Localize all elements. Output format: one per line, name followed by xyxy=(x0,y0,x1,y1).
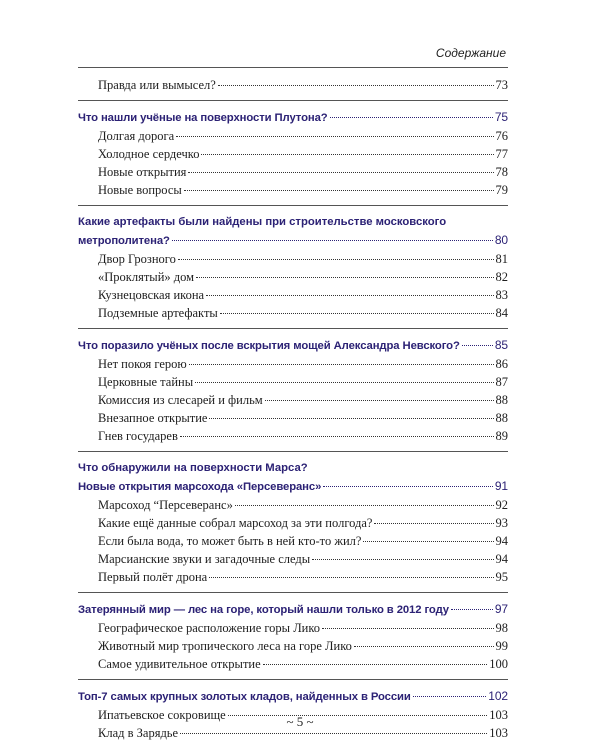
entry-title: Если была вода, то может быть в ней кто-то жил? xyxy=(98,534,362,548)
entry-page: 77 xyxy=(495,147,508,161)
entry-title: «Проклятый» дом xyxy=(98,270,195,284)
entry-title: Первый полёт дрона xyxy=(98,570,208,584)
entry-page: 94 xyxy=(495,534,508,548)
chapter-title: Что поразило учёных после вскрытия мощей Александра Невского? xyxy=(78,340,460,352)
section-divider xyxy=(78,592,508,593)
dot-leader xyxy=(196,277,493,278)
entry-title: Новые вопросы xyxy=(98,183,182,197)
page-number: ~ 5 ~ xyxy=(286,714,314,729)
dot-leader xyxy=(312,559,493,560)
chapter-page: 80 xyxy=(494,233,508,247)
entry-title: Долгая дорога xyxy=(98,129,175,143)
dot-leader xyxy=(263,664,488,665)
chapter-page: 85 xyxy=(494,338,508,352)
chapter-entry[interactable] xyxy=(78,600,508,619)
chapter-entry[interactable] xyxy=(78,336,508,355)
dot-leader xyxy=(189,364,494,365)
dot-leader xyxy=(178,259,494,260)
toc-entry[interactable] xyxy=(78,655,508,673)
toc-entry[interactable] xyxy=(78,373,508,391)
toc-entry[interactable] xyxy=(78,268,508,286)
entry-page: 88 xyxy=(495,393,508,407)
dot-leader xyxy=(180,436,494,437)
entry-page: 87 xyxy=(495,375,508,389)
section-divider xyxy=(78,451,508,452)
dot-leader xyxy=(209,418,493,419)
section-divider xyxy=(78,328,508,329)
table-of-contents xyxy=(78,76,508,742)
dot-leader xyxy=(235,505,494,506)
entry-title: Самое удивительное открытие xyxy=(98,657,261,671)
toc-entry[interactable] xyxy=(78,619,508,637)
entry-page: 103 xyxy=(489,726,508,740)
entry-page: 88 xyxy=(495,411,508,425)
toc-entry[interactable] xyxy=(78,250,508,268)
entry-title: Подземные артефакты xyxy=(98,306,218,320)
dot-leader xyxy=(265,400,494,401)
section-divider xyxy=(78,205,508,206)
entry-title: Новые открытия xyxy=(98,165,187,179)
dot-leader xyxy=(451,609,493,610)
toc-entry[interactable] xyxy=(78,304,508,322)
chapter-title: Топ-7 самых крупных золотых кладов, найденных в России xyxy=(78,691,411,703)
running-head xyxy=(78,38,508,68)
dot-leader xyxy=(413,696,487,697)
dot-leader xyxy=(220,313,494,314)
entry-page: 89 xyxy=(495,429,508,443)
entry-page: 84 xyxy=(495,306,508,320)
toc-entry[interactable] xyxy=(78,496,508,514)
entry-page: 94 xyxy=(495,552,508,566)
entry-title: Животный мир тропического леса на горе Лико xyxy=(98,639,352,653)
chapter-title: Что нашли учёные на поверхности Плутона? xyxy=(78,112,328,124)
dot-leader xyxy=(363,541,493,542)
entry-title: Кузнецовская икона xyxy=(98,288,205,302)
entry-title: Холодное сердечко xyxy=(98,147,200,161)
entry-page: 95 xyxy=(495,570,508,584)
chapter-page: 91 xyxy=(494,479,508,493)
dot-leader xyxy=(354,646,494,647)
toc-entry[interactable] xyxy=(78,286,508,304)
chapter-entry[interactable] xyxy=(78,477,508,496)
entry-title: Двор Грозного xyxy=(98,252,176,266)
toc-entry[interactable] xyxy=(78,355,508,373)
dot-leader xyxy=(172,240,493,241)
toc-entry[interactable] xyxy=(78,409,508,427)
dot-leader xyxy=(322,628,493,629)
entry-page: 103 xyxy=(489,708,508,722)
dot-leader xyxy=(195,382,493,383)
dot-leader xyxy=(462,345,493,346)
entry-page: 81 xyxy=(495,252,508,266)
toc-entry[interactable] xyxy=(78,145,508,163)
toc-entry[interactable] xyxy=(78,550,508,568)
entry-page: 98 xyxy=(495,621,508,635)
section-divider xyxy=(78,100,508,101)
entry-title: Правда или вымысел? xyxy=(98,78,216,92)
section-divider xyxy=(78,679,508,680)
toc-entry[interactable] xyxy=(78,391,508,409)
running-head-title: Содержание xyxy=(435,46,506,60)
entry-title: Комиссия из слесарей и фильм xyxy=(98,393,263,407)
toc-entry[interactable] xyxy=(78,163,508,181)
entry-title: Марсоход “Персеверанс» xyxy=(98,498,233,512)
chapter-title: Новые открытия марсохода «Персеверанс» xyxy=(78,481,322,493)
entry-title: Внезапное открытие xyxy=(98,411,208,425)
toc-entry[interactable] xyxy=(78,76,508,94)
toc-entry[interactable] xyxy=(78,427,508,445)
dot-leader xyxy=(184,190,494,191)
chapter-title-line: Какие артефакты были найдены при строительстве московского xyxy=(78,216,447,228)
entry-title: Какие ещё данные собрал марсоход за эти полгода? xyxy=(98,516,373,530)
chapter-entry[interactable] xyxy=(78,108,508,127)
chapter-page: 102 xyxy=(488,689,508,703)
dot-leader xyxy=(218,85,494,86)
entry-page: 99 xyxy=(495,639,508,653)
entry-page: 78 xyxy=(495,165,508,179)
chapter-title: метрополитена? xyxy=(78,235,170,247)
toc-entry[interactable] xyxy=(78,514,508,532)
entry-page: 93 xyxy=(495,516,508,530)
dot-leader xyxy=(176,136,493,137)
dot-leader xyxy=(209,577,493,578)
dot-leader xyxy=(188,172,493,173)
chapter-page: 97 xyxy=(494,602,508,616)
entry-title: Клад в Зарядье xyxy=(98,726,179,740)
dot-leader xyxy=(201,154,493,155)
entry-title: Географическое расположение горы Лико xyxy=(98,621,321,635)
entry-title: Гнев государев xyxy=(98,429,178,443)
entry-page: 82 xyxy=(495,270,508,284)
toc-entry[interactable] xyxy=(78,181,508,199)
dot-leader xyxy=(323,486,493,487)
dot-leader xyxy=(330,117,493,118)
toc-entry[interactable] xyxy=(78,637,508,655)
entry-page: 73 xyxy=(495,78,508,92)
entry-page: 79 xyxy=(495,183,508,197)
dot-leader xyxy=(180,733,487,734)
entry-title: Церковные тайны xyxy=(98,375,194,389)
entry-title: Марсианские звуки и загадочные следы xyxy=(98,552,311,566)
toc-entry[interactable] xyxy=(78,532,508,550)
entry-page: 100 xyxy=(489,657,508,671)
entry-title: Ипатьевское сокровище xyxy=(98,708,226,722)
toc-entry[interactable] xyxy=(78,568,508,586)
chapter-entry[interactable] xyxy=(78,231,508,250)
entry-title: Нет покоя герою xyxy=(98,357,187,371)
entry-page: 76 xyxy=(495,129,508,143)
dot-leader xyxy=(374,523,493,524)
entry-page: 83 xyxy=(495,288,508,302)
chapter-title-line: Что обнаружили на поверхности Марса? xyxy=(78,462,308,474)
chapter-page: 75 xyxy=(494,110,508,124)
toc-entry[interactable] xyxy=(78,127,508,145)
entry-page: 86 xyxy=(495,357,508,371)
chapter-entry[interactable] xyxy=(78,687,508,706)
dot-leader xyxy=(206,295,493,296)
chapter-title: Затерянный мир — лес на горе, который нашли только в 2012 году xyxy=(78,604,449,616)
entry-page: 92 xyxy=(495,498,508,512)
